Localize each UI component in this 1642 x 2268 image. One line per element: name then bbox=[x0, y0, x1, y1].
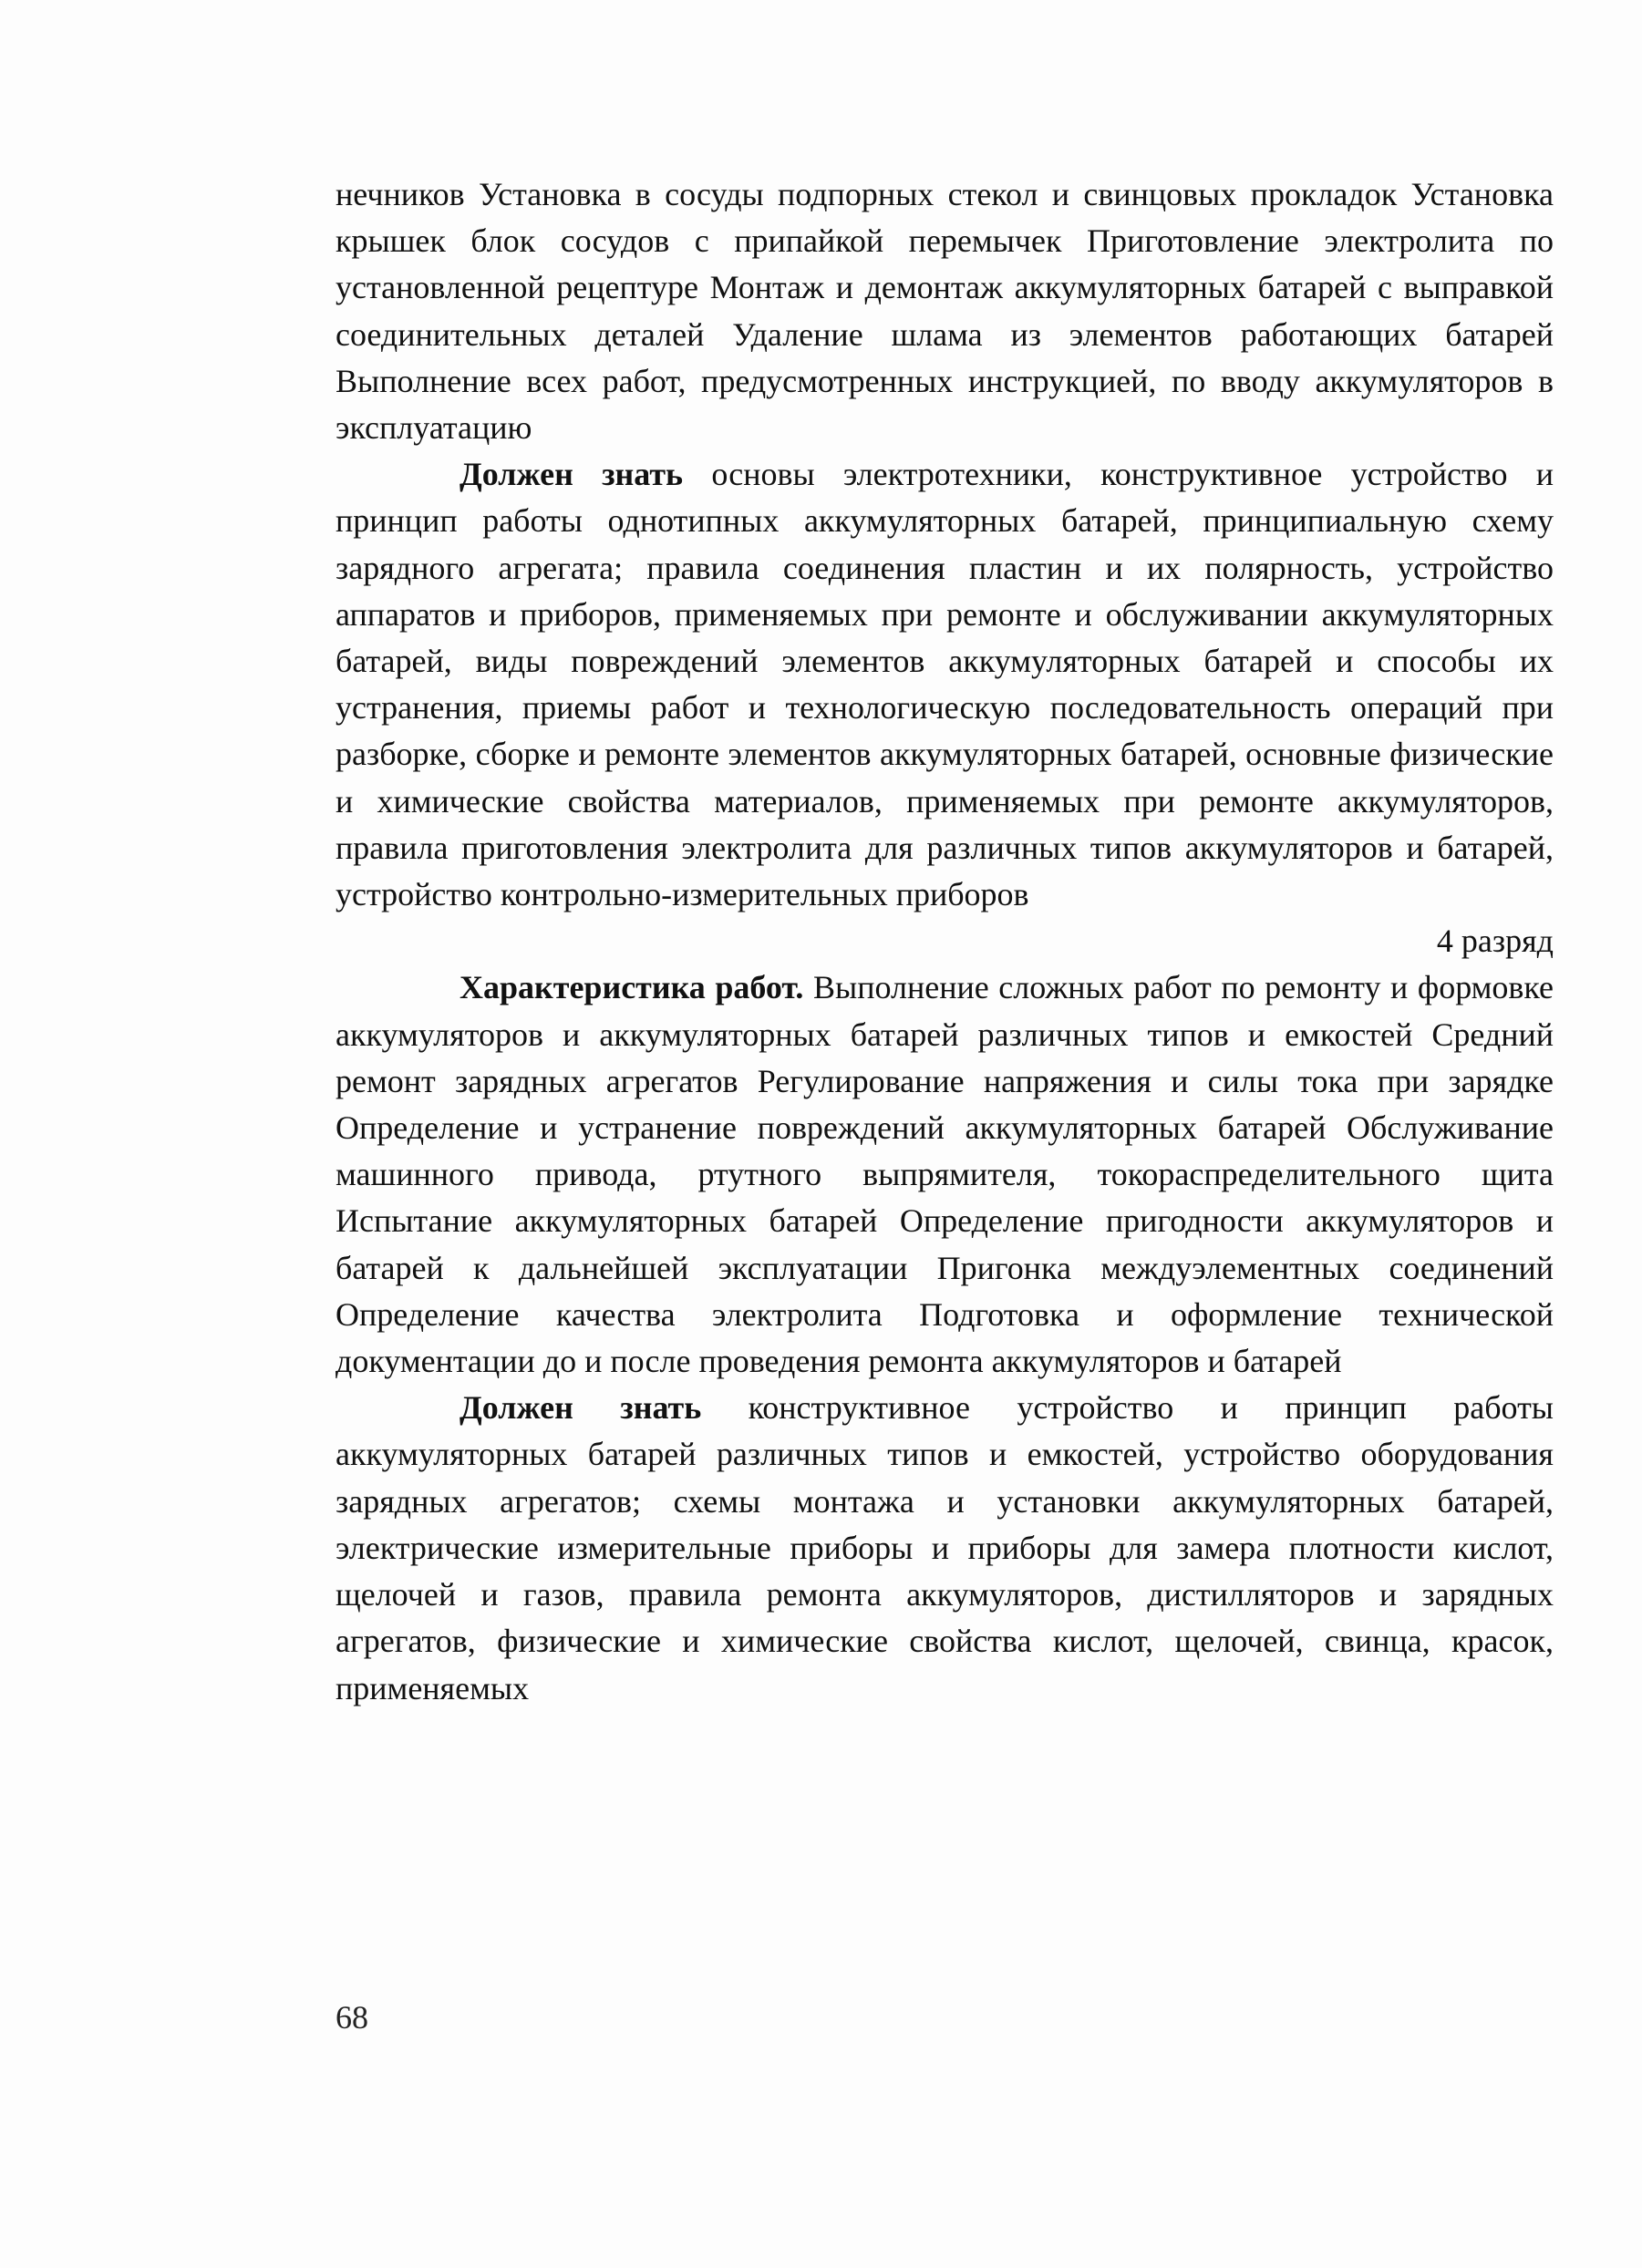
paragraph-must-know-grade-4 bbox=[336, 1385, 1554, 1711]
paragraph-work-characteristics bbox=[336, 964, 1554, 1385]
grade-heading: 4 разряд bbox=[1436, 923, 1554, 960]
paragraph-text: нечников Установка в сосуды подпорных стекол и свинцовых прокладок Установка крышек блок сосудов с припайкой перемычек Приготовление электролита по установленной рецептуре Монтаж и демонтаж аккумуляторных батарей с выправкой соединительных деталей Удаление шлама из элементов работающих батарей Выполнение всех работ, предусмотренных инструкцией, по вводу аккумуляторов в эксплуатацию bbox=[336, 176, 1554, 447]
run-in-heading: Должен знать bbox=[460, 1389, 702, 1427]
paragraph-text: Выполнение сложных работ по ремонту и формовке аккумуляторов и аккумуляторных батарей различных типов и емкостей Средний ремонт зарядных агрегатов Регулирование напряжения и силы тока при зарядке Определение и устранение повреждений аккумуляторных батарей Обслуживание машинного привода, ртутного выпрямителя, токораспределительного щита Испытание аккумуляторных батарей Определение пригодности аккумуляторов и батарей к дальнейшей эксплуатации Пригонка междуэлементных соединений Определение качества электролита Подготовка и оформление технической документации до и после проведения ремонта аккумуляторов и батарей bbox=[336, 969, 1554, 1380]
paragraph-text: основы электротехники, конструктивное устройство и принцип работы однотипных аккумуляторных батарей, принципиальную схему зарядного агрегата; правила соединения пластин и их полярность, устройство аппаратов и приборов, применяемых при ремонте и обслуживании аккумуляторных батарей, виды повреждений элементов аккумуляторных батарей и способы их устранения, приемы работ и технологическую последовательность операций при разборке, сборке и ремонте элементов аккумуляторных батарей, основные физические и химические свойства материалов, применяемых при ремонте аккумуляторов, правила приготовления электролита для различных типов аккумуляторов и батарей, устройство контрольно-измерительных приборов bbox=[336, 456, 1554, 913]
body-text bbox=[336, 171, 1554, 1712]
page-number: 68 bbox=[336, 1999, 368, 2036]
paragraph-must-know-grade-3 bbox=[336, 451, 1554, 918]
run-in-heading: Должен знать bbox=[460, 456, 684, 493]
run-in-heading: Характеристика работ. bbox=[460, 969, 804, 1006]
paragraph-text: конструктивное устройство и принцип работы аккумуляторных батарей различных типов и емкостей, устройство оборудования зарядных агрегатов; схемы монтажа и установки аккумуляторных батарей, электрические измерительные приборы и приборы для замера плотности кислот, щелочей и газов, правила ремонта аккумуляторов, дистилляторов и зарядных агрегатов, физические и химические свойства кислот, щелочей, свинца, красок, применяемых bbox=[336, 1389, 1554, 1706]
paragraph-duties-continued bbox=[336, 171, 1554, 451]
